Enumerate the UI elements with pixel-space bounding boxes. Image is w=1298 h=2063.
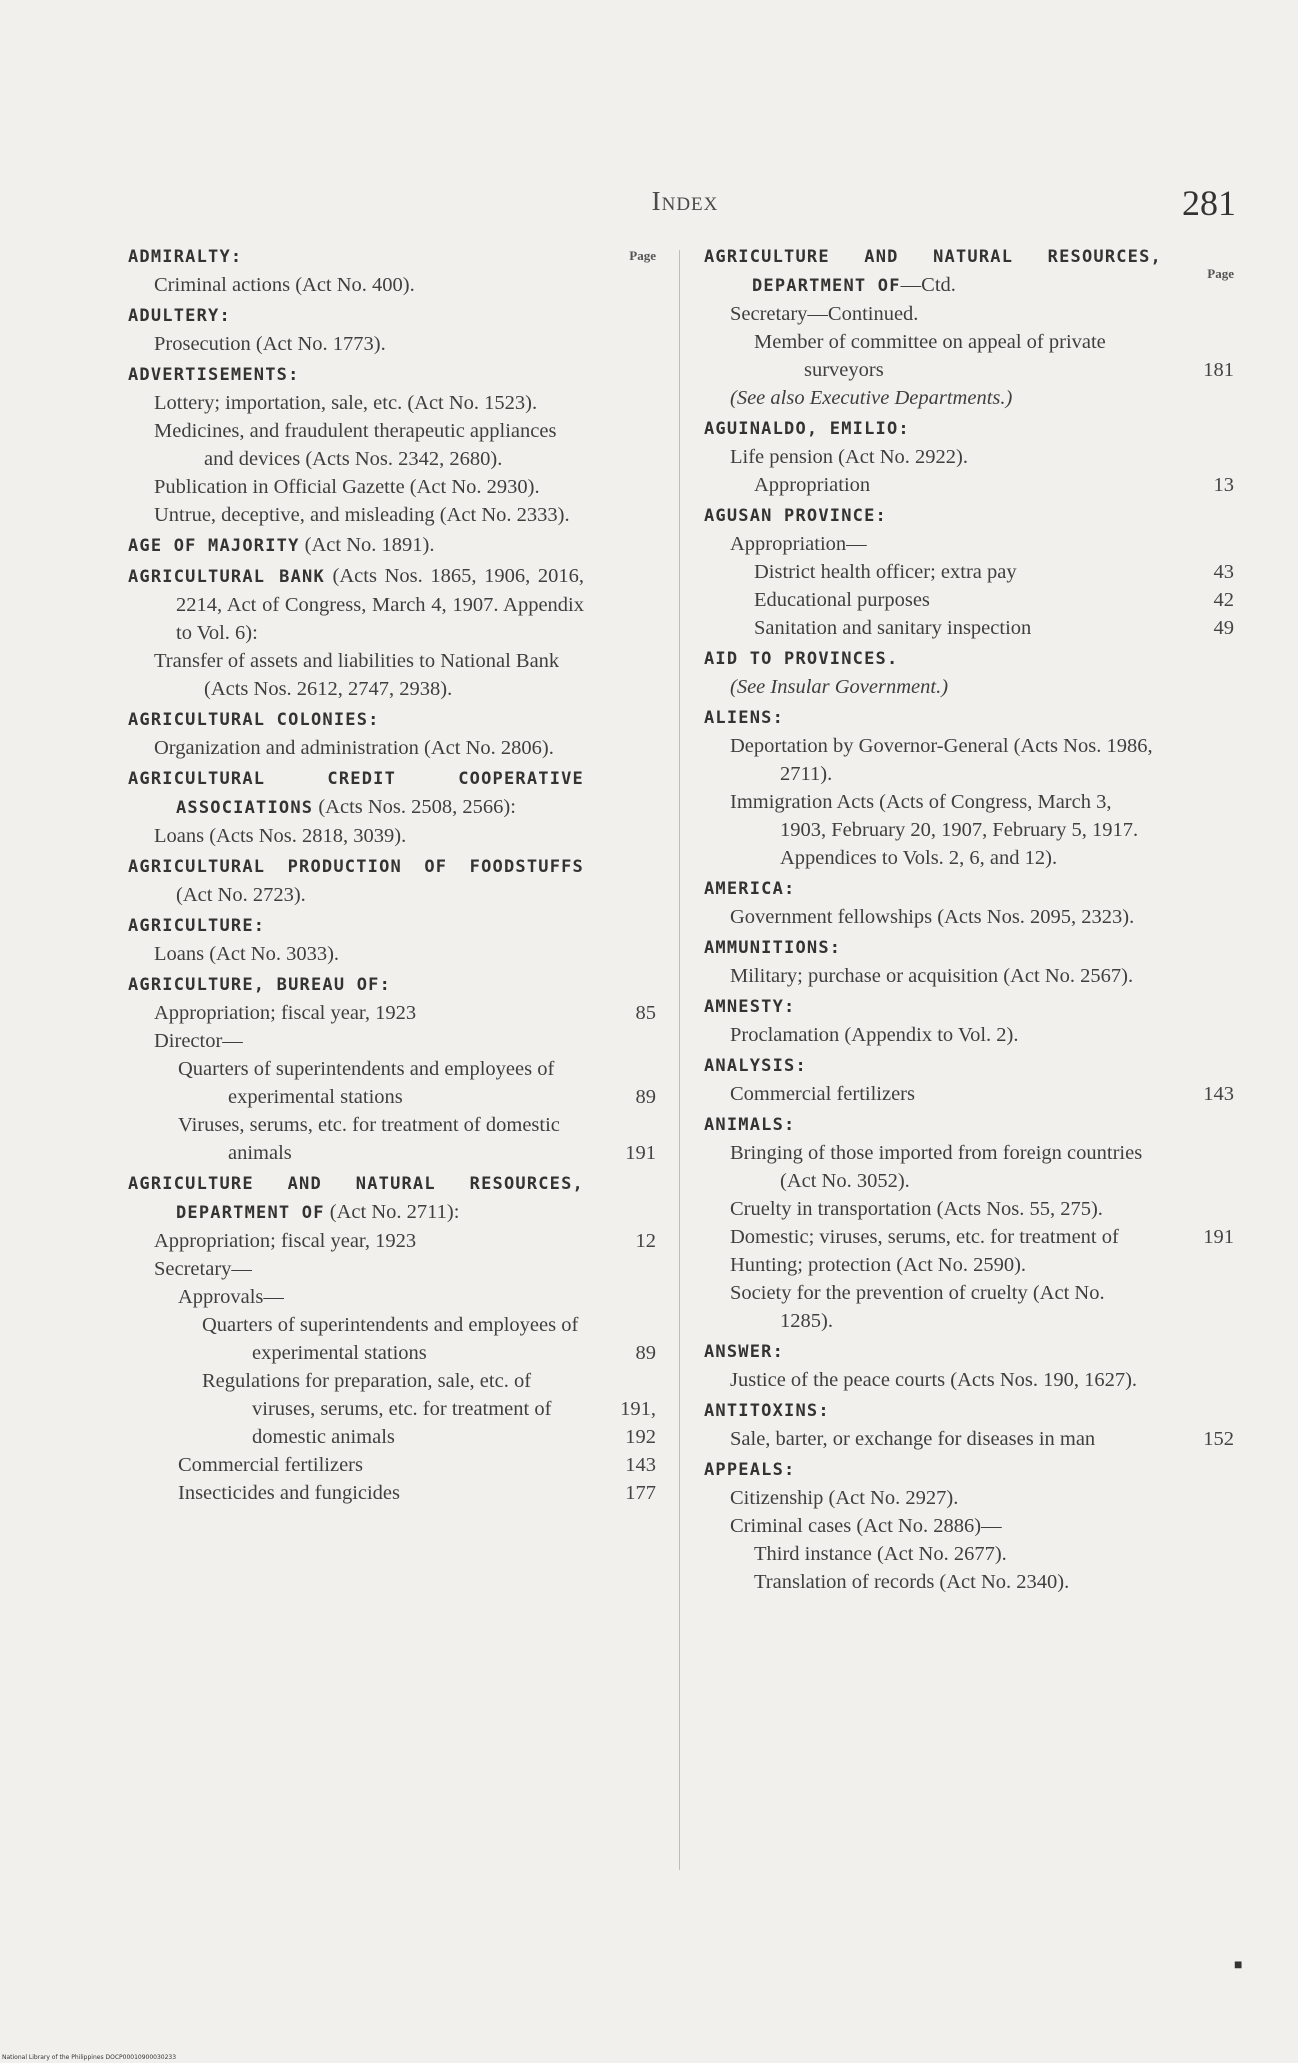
index-entry: [128, 764, 656, 850]
subentry-text: District health officer; extra pay: [754, 561, 1017, 583]
subentry-text: Loans (Act No. 3033).: [154, 943, 340, 965]
index-subentry: [128, 1227, 656, 1255]
subentry-text: Prosecution (Act No. 1773).: [154, 333, 386, 355]
index-entry: [704, 644, 1234, 701]
index-subentry: [704, 586, 1234, 614]
subentry-text: Immigration Acts (Acts of Congress, March 3, 1903, February 20, 1907, February 5, 1917. Appendices to Vols. 2, 6, and 12).: [730, 791, 1139, 869]
subentry-text: Transfer of assets and liabilities to National Bank (Acts Nos. 2612, 2747, 2938).: [154, 650, 560, 700]
index-subentry: [128, 822, 656, 850]
subentry-text: Viruses, serums, etc. for treatment of domestic animals: [178, 1114, 560, 1164]
index-entry: [704, 501, 1234, 642]
index-heading-note: (Act No. 1891).: [299, 534, 435, 556]
footer-credit: National Library of the Philippines DOCP00010900030233: [2, 2054, 177, 2061]
index-subentry: [128, 1451, 656, 1479]
page-reference: 191, 192: [620, 1398, 656, 1448]
subentry-text: Quarters of superintendents and employees of experimental stations: [178, 1058, 555, 1108]
subentry-text: Cruelty in transportation (Acts Nos. 55, 275).: [730, 1198, 1103, 1220]
index-subentry: [704, 903, 1234, 931]
page-column-label: Page: [1207, 266, 1234, 281]
index-subentry: [704, 1021, 1234, 1049]
subentry-text: Lottery; importation, sale, etc. (Act No. 1523).: [154, 392, 538, 414]
index-heading: ALIENS:: [704, 708, 785, 728]
index-subentry: [128, 1027, 656, 1055]
index-subentry: [704, 443, 1234, 471]
index-heading: ANALYSIS:: [704, 1056, 807, 1076]
index-subentry: [128, 473, 656, 501]
page-reference: 152: [1203, 1428, 1234, 1450]
index-heading: AGRICULTURAL BANK: [128, 567, 325, 587]
index-heading: AGRICULTURE AND NATURAL RESOURCES, DEPARTMENT OF: [704, 247, 1162, 296]
subentry-text: Loans (Acts Nos. 2818, 3039).: [154, 825, 407, 847]
subentry-text: Quarters of superintendents and employees of experimental stations: [202, 1314, 579, 1364]
index-heading: ADMIRALTY:: [128, 247, 243, 267]
index-subentry: [704, 384, 1234, 412]
page-reference: 191: [625, 1142, 656, 1164]
index-subentry: [128, 999, 656, 1027]
subentry-text: Appropriation; fiscal year, 1923: [154, 1230, 417, 1252]
index-subentry: [704, 1279, 1234, 1335]
index-subentry: [704, 530, 1234, 558]
page-reference: 42: [1213, 589, 1234, 611]
index-column-right: [704, 242, 1234, 1598]
index-entry: [128, 911, 656, 968]
subentry-text: Translation of records (Act No. 2340).: [754, 1571, 1070, 1593]
index-heading: ANIMALS:: [704, 1115, 796, 1135]
page-reference: 49: [1213, 617, 1234, 639]
page-reference: 191: [1203, 1226, 1234, 1248]
index-entry: [704, 242, 1234, 412]
index-subentry: [128, 1283, 656, 1311]
subentry-text: Society for the prevention of cruelty (Act No. 1285).: [730, 1282, 1105, 1332]
subentry-text: Member of committee on appeal of private surveyors: [754, 331, 1106, 381]
index-subentry: [704, 673, 1234, 701]
index-subentry: [704, 1366, 1234, 1394]
subentry-text: Secretary—: [154, 1258, 252, 1280]
index-subentry: [128, 501, 656, 529]
index-entry: [704, 1396, 1234, 1453]
index-subentry: [128, 1311, 656, 1367]
index-heading: ADULTERY:: [128, 306, 231, 326]
index-entry: [128, 970, 656, 1167]
subentry-text: Organization and administration (Act No. 2806).: [154, 737, 554, 759]
page-reference: 177: [625, 1482, 656, 1504]
subentry-text: Commercial fertilizers: [730, 1083, 915, 1105]
index-entry: [704, 1110, 1234, 1335]
subentry-text: Third instance (Act No. 2677).: [754, 1543, 1007, 1565]
index-subentry: [128, 389, 656, 417]
page-column-label: Page: [629, 248, 656, 263]
index-heading: AGUINALDO, EMILIO:: [704, 419, 910, 439]
subentry-text: Domestic; viruses, serums, etc. for treatment of: [730, 1226, 1119, 1248]
page-reference: 143: [625, 1454, 656, 1476]
index-subentry: [128, 417, 656, 473]
index-entry: [704, 992, 1234, 1049]
index-subentry: [704, 1512, 1234, 1540]
index-subentry: [704, 1139, 1234, 1195]
index-entry: [704, 1337, 1234, 1394]
index-heading: AGE OF MAJORITY: [128, 536, 300, 556]
index-heading: AMERICA:: [704, 879, 796, 899]
index-entry: [128, 705, 656, 762]
index-heading-note: (Act No. 2723).: [176, 884, 306, 906]
page-reference: 85: [635, 1002, 656, 1024]
index-heading: AMMUNITIONS:: [704, 938, 842, 958]
index-entry: [704, 874, 1234, 931]
subentry-text: Government fellowships (Acts Nos. 2095, 2323).: [730, 906, 1135, 928]
subentry-text: Military; purchase or acquisition (Act No. 2567).: [730, 965, 1134, 987]
subentry-text: Bringing of those imported from foreign countries (Act No. 3052).: [730, 1142, 1143, 1192]
page-reference: 43: [1213, 561, 1234, 583]
subentry-text: Sanitation and sanitary inspection: [754, 617, 1032, 639]
index-entry: [128, 562, 656, 703]
index-heading-note: (Acts Nos. 1865, 1906, 2016, 2214, Act of Congress, March 4, 1907. Appendix to Vol. 6):: [176, 565, 584, 644]
page-reference: 143: [1203, 1083, 1234, 1105]
index-subentry: [704, 300, 1234, 328]
index-entry: [128, 531, 656, 560]
index-subentry: [704, 962, 1234, 990]
index-heading: AGRICULTURAL PRODUCTION OF FOODSTUFFS: [128, 857, 584, 877]
index-heading: AGRICULTURAL CREDIT COOPERATIVE ASSOCIATIONS: [128, 769, 584, 818]
index-entry: [128, 301, 656, 358]
index-entry: [704, 703, 1234, 872]
index-entry: [704, 1455, 1234, 1596]
index-subentry: [704, 732, 1234, 788]
column-divider: [679, 250, 680, 1870]
index-heading: APPEALS:: [704, 1460, 796, 1480]
index-heading: AGRICULTURAL COLONIES:: [128, 710, 380, 730]
index-heading: ANSWER:: [704, 1342, 785, 1362]
subentry-text: Regulations for preparation, sale, etc. of viruses, serums, etc. for treatment of domestic animals: [202, 1370, 552, 1448]
page-reference: 89: [635, 1086, 656, 1108]
subentry-text: Educational purposes: [754, 589, 930, 611]
index-subentry: [128, 1479, 656, 1507]
subentry-text: (See Insular Government.): [730, 676, 949, 698]
index-entry: [128, 1169, 656, 1507]
subentry-text: Approvals—: [178, 1286, 284, 1308]
index-heading: AID TO PROVINCES.: [704, 649, 899, 669]
ink-mark-icon: ■: [1234, 1958, 1243, 1973]
index-subentry: [128, 1255, 656, 1283]
subentry-text: Hunting; protection (Act No. 2590).: [730, 1254, 1027, 1276]
index-subentry: [704, 1080, 1234, 1108]
index-heading: ADVERTISEMENTS:: [128, 365, 300, 385]
subentry-text: Appropriation—: [730, 533, 867, 555]
subentry-text: Deportation by Governor-General (Acts Nos. 1986, 2711).: [730, 735, 1153, 785]
page-reference: 12: [635, 1230, 656, 1252]
subentry-text: Criminal cases (Act No. 2886)—: [730, 1515, 1002, 1537]
page-reference: 13: [1213, 474, 1234, 496]
page-header: [0, 182, 1298, 232]
index-subentry: [704, 1540, 1234, 1568]
index-subentry: [704, 1425, 1234, 1453]
index-subentry: [128, 940, 656, 968]
index-subentry: [128, 1055, 656, 1111]
subentry-text: Medicines, and fraudulent therapeutic appliances and devices (Acts Nos. 2342, 2680).: [154, 420, 557, 470]
subentry-text: Citizenship (Act No. 2927).: [730, 1487, 959, 1509]
subentry-text: Life pension (Act No. 2922).: [730, 446, 968, 468]
index-heading: AGRICULTURE, BUREAU OF:: [128, 975, 392, 995]
subentry-text: Sale, barter, or exchange for diseases in man: [730, 1428, 1096, 1450]
index-entry: [128, 852, 656, 909]
index-subentry: [704, 788, 1234, 872]
subentry-text: (See also Executive Departments.): [730, 387, 1013, 409]
page-reference: 89: [635, 1342, 656, 1364]
index-subentry: [128, 1111, 656, 1167]
index-heading: ANTITOXINS:: [704, 1401, 830, 1421]
index-subentry: [128, 271, 656, 299]
index-subentry: [704, 1195, 1234, 1223]
subentry-text: Director—: [154, 1030, 243, 1052]
index-subentry: [704, 614, 1234, 642]
index-heading: AGUSAN PROVINCE:: [704, 506, 887, 526]
index-subentry: [128, 330, 656, 358]
index-entry: [704, 1051, 1234, 1108]
subentry-text: Justice of the peace courts (Acts Nos. 190, 1627).: [730, 1369, 1138, 1391]
index-column-left: [128, 242, 656, 1509]
page-reference: 181: [1203, 359, 1234, 381]
subentry-text: Proclamation (Appendix to Vol. 2).: [730, 1024, 1019, 1046]
index-subentry: [704, 328, 1234, 384]
index-heading: AMNESTY:: [704, 997, 796, 1017]
index-subentry: [704, 1484, 1234, 1512]
subentry-text: Criminal actions (Act No. 400).: [154, 274, 415, 296]
index-subentry: [128, 734, 656, 762]
subentry-text: Secretary—Continued.: [730, 303, 919, 325]
index-entry: [128, 360, 656, 529]
subentry-text: Untrue, deceptive, and misleading (Act No. 2333).: [154, 504, 570, 526]
subentry-text: Commercial fertilizers: [178, 1454, 363, 1476]
index-subentry: [704, 471, 1234, 499]
index-subentry: [704, 558, 1234, 586]
index-entry: [704, 414, 1234, 499]
subentry-text: Appropriation; fiscal year, 1923: [154, 1002, 417, 1024]
subentry-text: Appropriation: [754, 474, 871, 496]
page-number: 281: [1182, 183, 1236, 223]
index-subentry: [128, 647, 656, 703]
index-heading-note: —Ctd.: [900, 274, 956, 296]
subentry-text: Insecticides and fungicides: [178, 1482, 401, 1504]
index-heading: AGRICULTURE AND NATURAL RESOURCES, DEPARTMENT OF: [128, 1174, 584, 1223]
index-subentry: [704, 1223, 1234, 1251]
index-heading-note: (Acts Nos. 2508, 2566):: [313, 796, 516, 818]
index-subentry: [128, 1367, 656, 1451]
subentry-text: Publication in Official Gazette (Act No. 2930).: [154, 476, 540, 498]
index-heading-note: (Act No. 2711):: [324, 1201, 460, 1223]
index-subentry: [704, 1251, 1234, 1279]
index-entry: [128, 242, 656, 299]
page-title: Index: [651, 186, 719, 216]
index-subentry: [704, 1568, 1234, 1596]
index-entry: [704, 933, 1234, 990]
index-heading: AGRICULTURE:: [128, 916, 266, 936]
